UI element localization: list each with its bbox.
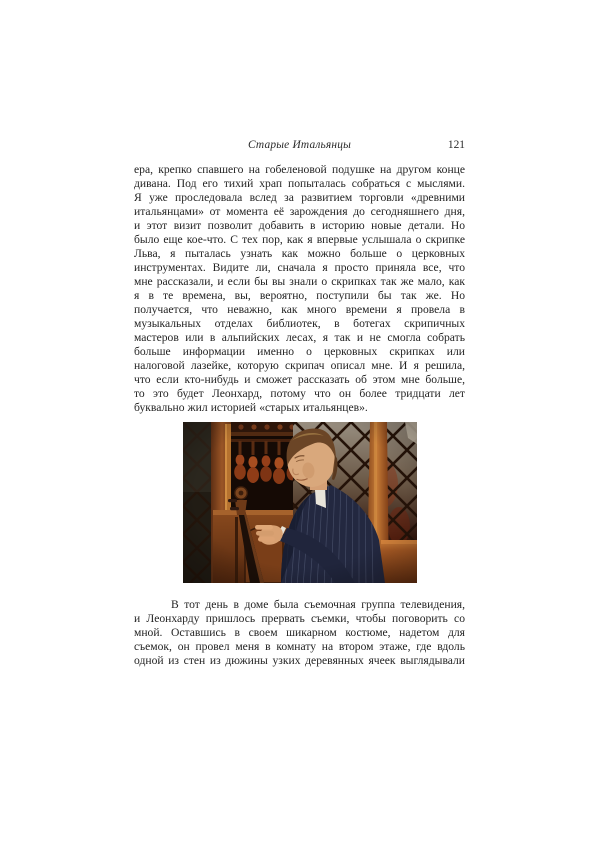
text-line: мастеров или в альпийских лесах, я так и не смогла собрать <box>134 331 465 344</box>
text-line: инструментах. Видите ли, сначала я просто приняла все, что <box>134 261 465 274</box>
text-line: и этот визит позволит добавить в историю новые детали. Но <box>134 219 465 232</box>
text-line: и Леонхарду пришлось прервать съемки, чтобы поговорить со <box>134 612 465 625</box>
text-line: мне рассказали, и если бы вы знали о скрипках так же мало, как <box>134 275 465 288</box>
text-line: то это будет Леонхард, потому что он более тридцати лет <box>134 387 465 400</box>
chapter-title: Старые Итальянцы <box>247 139 352 151</box>
paragraph-after-photo <box>134 598 465 668</box>
text-line: дивана. Под его тихий храп попыталась собраться с мыслями. <box>134 177 465 190</box>
text-line: одной из стен из дюжины узких деревянных ячеек выглядывали <box>134 654 465 667</box>
text-line: съемок, он провел меня в комнату на втором этаже, где вдоль <box>134 640 465 653</box>
paragraph-main <box>134 163 465 415</box>
text-line: итальянцами» от момента её зарождения до сегодняшнего дня, <box>134 205 465 218</box>
text-line: буквально жил историей «старых итальянцев». <box>134 401 368 414</box>
text-line: мной. Оставшись в своем шикарном костюме, надетом для <box>134 626 465 639</box>
text-line: В тот день в доме была съемочная группа телевидения, <box>171 598 465 611</box>
text-line: налоговой лазейке, которую скрипач описал мне. И я решила, <box>134 359 465 372</box>
text-line: музыкальных отделах библиотек, в ботегах скрипичных <box>134 317 465 330</box>
text-line: я в те времена, вы, вероятно, поступили бы так же. Но <box>134 289 465 302</box>
text-line: было еще кое-что. С тех пор, как я впервые услышала о скрипке <box>134 233 465 246</box>
text-line: Льва, я пыталась узнать как можно больше о церковных <box>134 247 465 260</box>
text-line: получается, что неважно, как много времени я провела в <box>134 303 465 316</box>
text-line: ера, крепко спавшего на гобеленовой подушке на другом конце <box>134 163 465 176</box>
text-line: Я уже проследовала вслед за развитием торговли «древними <box>134 191 465 204</box>
running-head <box>134 139 465 153</box>
text-line: что если кто-нибудь и сможет рассказать об этом мне больше, <box>134 373 465 386</box>
page-number: 121 <box>447 139 465 151</box>
photo-man-with-violin <box>183 422 417 583</box>
text-line: больше информации именно о церковных скрипках или <box>134 345 465 358</box>
